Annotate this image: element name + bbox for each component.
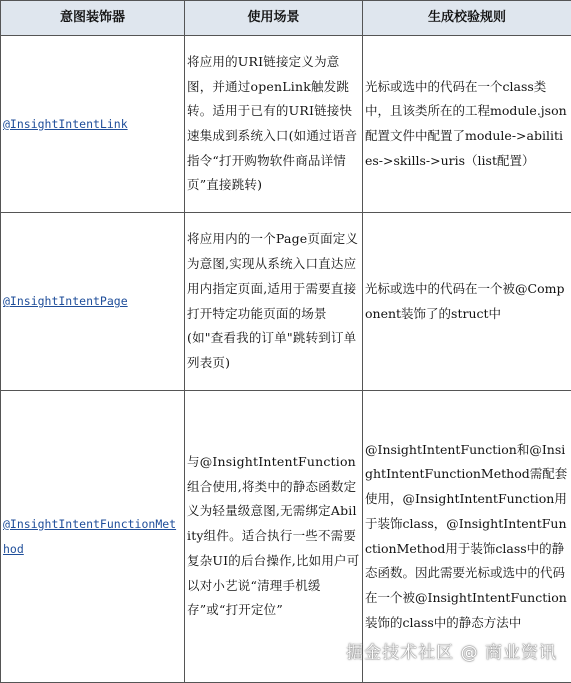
scenario-cell: 将应用的URI链接定义为意图，并通过openLink触发跳转。适用于已有的URI链接快速集成到系统入口(如通过语音指令“打开购物软件商品详情页”直接跳转)	[185, 36, 363, 213]
header-decorator: 意图装饰器	[1, 1, 185, 36]
table-row	[1, 213, 571, 391]
decorator-cell[interactable]: @InsightIntentPage	[1, 213, 185, 391]
decorator-cell[interactable]: @InsightIntentFunctionMethod	[1, 391, 185, 683]
watermark: 掘金技术社区 @ 商业资讯	[346, 638, 557, 663]
table-row	[1, 36, 571, 213]
rule-cell: 光标或选中的代码在一个被@Component装饰了的struct中	[363, 213, 571, 391]
rule-cell: @InsightIntentFunction和@InsightIntentFunctionMethod需配套使用，@InsightIntentFunction用于装饰class，@InsightIntentFunctionMethod用于装饰class中的静态函数。因此需要光标或选中的代码在一个被@InsightIntentFunction装饰的class中的静态方法中	[363, 391, 571, 683]
header-rule: 生成校验规则	[363, 1, 571, 36]
scenario-cell: 将应用内的一个Page页面定义为意图,实现从系统入口直达应用内指定页面,适用于需要直接打开特定功能页面的场景(如"查看我的订单"跳转到订单列表页)	[185, 213, 363, 391]
rule-cell: 光标或选中的代码在一个class类中，且该类所在的工程module.json配置文件中配置了module->abilities->skills->uris（list配置）	[363, 36, 571, 213]
header-scenario: 使用场景	[185, 1, 363, 36]
decorator-cell[interactable]: @InsightIntentLink	[1, 36, 185, 213]
scenario-cell: 与@InsightIntentFunction组合使用,将类中的静态函数定义为轻量级意图,无需绑定Ability组件。适合执行一些不需要复杂UI的后台操作,比如用户可以对小艺说“清理手机缓存”或“打开定位”	[185, 391, 363, 683]
header-row	[1, 1, 571, 36]
